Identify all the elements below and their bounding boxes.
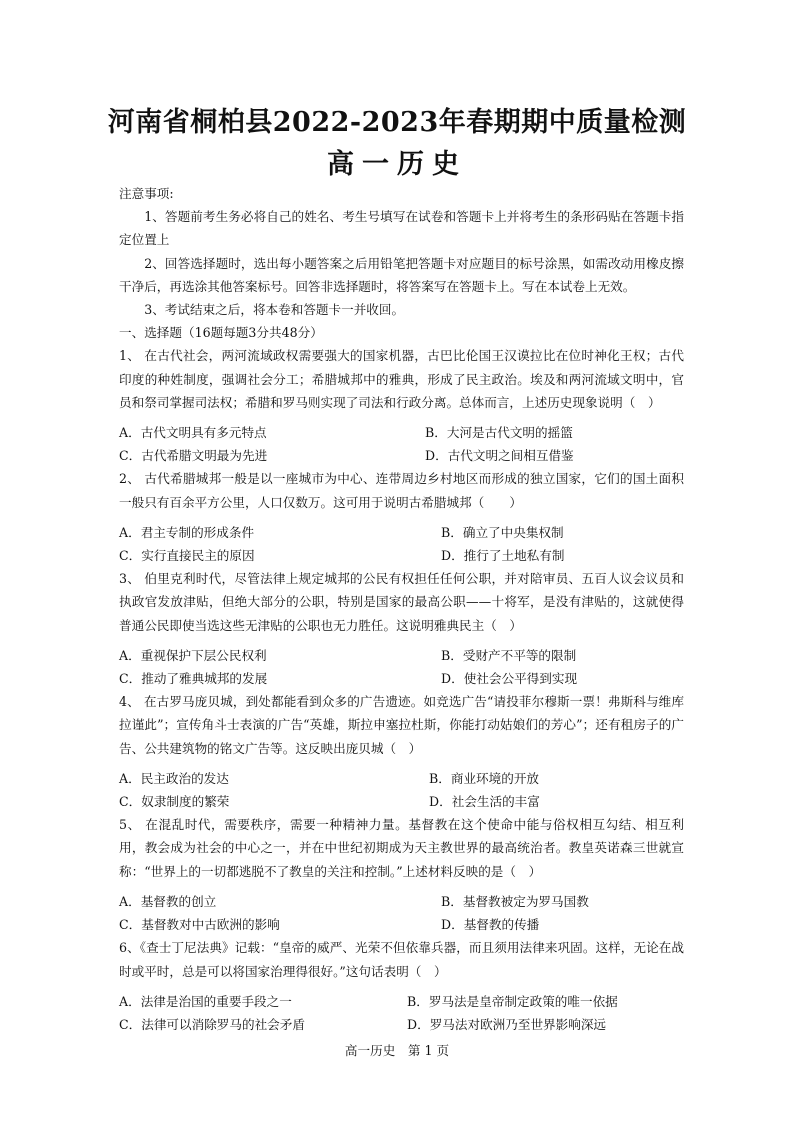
options-grid [119,644,684,690]
notice-heading: 注意事项: [119,186,174,201]
option-b: B．确立了中央集权制 [441,524,564,540]
question-stem: 3、 伯里克利时代，尽管法律上规定城邦的公民有权担任任何公职，并对陪审员、五百人议会议员和执政官发放津贴，但绝大部分的公职，特别是国家的最高公职——十将军，是没有津贴的，这就使得普通公民即使当选这些无津贴的公职也无力胜任。这说明雅典民主（ ） [119,571,684,633]
exam-title: 河南省桐柏县2022-2023年春期期中质量检测 [107,107,687,138]
option-b: B．大河是古代文明的摇篮 [425,425,573,441]
option-b: B．罗马法是皇帝制定政策的唯一依据 [407,993,618,1009]
option-d: D．使社会公平得到实现 [441,671,578,687]
option-a: A．重视保护下层公民权利 [119,647,267,663]
exam-subject: 高一历史 [327,149,467,180]
question-stem: 1、 在古代社会，两河流域政权需要强大的国家机器，古巴比伦国王汉谟拉比在位时神化王权；古代印度的种姓制度，强调社会分工；希腊城邦中的雅典，形成了民主政治。埃及和两河流域文明中，官员和祭司掌握司法权；希腊和罗马则实现了司法和行政分离。总体而言，上述历史现象说明（ ） [119,348,684,410]
option-d: D．基督教的传播 [441,917,540,933]
option-a: A．古代文明具有多元特点 [119,425,267,441]
option-c: C．奴隶制度的繁荣 [119,794,230,810]
option-c: C．实行直接民主的原因 [119,548,255,564]
option-c: C．推动了雅典城邦的发展 [119,671,268,687]
options-grid [119,521,684,567]
option-b: B．受财产不平等的限制 [441,647,577,663]
question-stem: 5、 在混乱时代，需要秩序，需要一种精神力量。基督教在这个使命中能与俗权相互勾结、相互利用，教会成为社会的中心之一，并在中世纪初期成为天主教世界的最高统治者。教皇英诺森三世就宣称：“世界上的一切都逃脱不了教皇的关注和控制。”上述材料反映的是（ ） [119,817,684,879]
notice-item: 3、考试结束之后，将本卷和答题卡一并收回。 [144,302,405,318]
question-block [119,567,684,690]
option-c: C．法律可以消除罗马的社会矛盾 [119,1016,305,1032]
option-d: D．罗马法对欧洲乃至世界影响深远 [407,1016,607,1032]
options-grid [119,421,684,467]
option-a: A．基督教的创立 [119,893,217,909]
question-block [119,467,684,567]
option-c: C．基督教对中古欧洲的影响 [119,917,280,933]
option-a: A．法律是治国的重要手段之一 [119,993,292,1009]
question-stem: 6、《查士丁尼法典》记载：“皇帝的威严、光荣不但依靠兵器，而且须用法律来巩固。这样，无论在战时或平时，总是可以将国家治理得很好。”这句话表明（ ） [119,940,684,979]
exam-content [119,182,684,1036]
option-a: A．君主专制的形成条件 [119,524,255,540]
page-footer: 高一历史 第 1 页 [344,1043,450,1058]
option-d: D．古代文明之间相互借鉴 [425,448,574,464]
notice-item: 1、答题前考生务必将自己的姓名、考生号填写在试卷和答题卡上并将考生的条形码贴在答题卡指定位置上 [119,209,684,248]
option-d: D．推行了土地私有制 [441,548,565,564]
section-heading: 一、选择题（16题每题3分共48分） [119,325,323,341]
option-b: B．商业环境的开放 [429,770,540,786]
question-block [119,936,684,1036]
option-c: C．古代希腊文明最为先进 [119,448,268,464]
options-grid [119,990,684,1036]
option-a: A．民主政治的发达 [119,770,229,786]
options-grid [119,767,684,813]
question-block [119,813,684,936]
question-block [119,690,684,813]
option-b: B．基督教被定为罗马国教 [441,893,589,909]
option-d: D．社会生活的丰富 [429,794,540,810]
question-block [119,344,684,467]
question-stem: 2、 古代希腊城邦一般是以一座城市为中心、连带周边乡村地区而形成的独立国家，它们的国土面积一般只有百余平方公里，人口仅数万。这可用于说明古希腊城邦（ ） [119,471,684,510]
options-grid [119,890,684,936]
question-stem: 4、 在古罗马庞贝城，到处都能看到众多的广告遗迹。如竞选广告“请投菲尔穆斯一票！弗斯科与维库拉谨此”；宣传角斗士表演的广告“英雄，斯拉申塞拉杜斯，你能打动姑娘们的芳心”；还有租房子的广告、公共建筑物的铭文广告等。这反映出庞贝城（ ） [119,694,684,756]
notice-item: 2、回答选择题时，选出每小题答案之后用铅笔把答题卡对应题目的标号涂黑，如需改动用橡皮擦干净后，再选涂其他答案标号。回答非选择题时，将答案写在答题卡上。写在本试卷上无效。 [119,255,684,294]
